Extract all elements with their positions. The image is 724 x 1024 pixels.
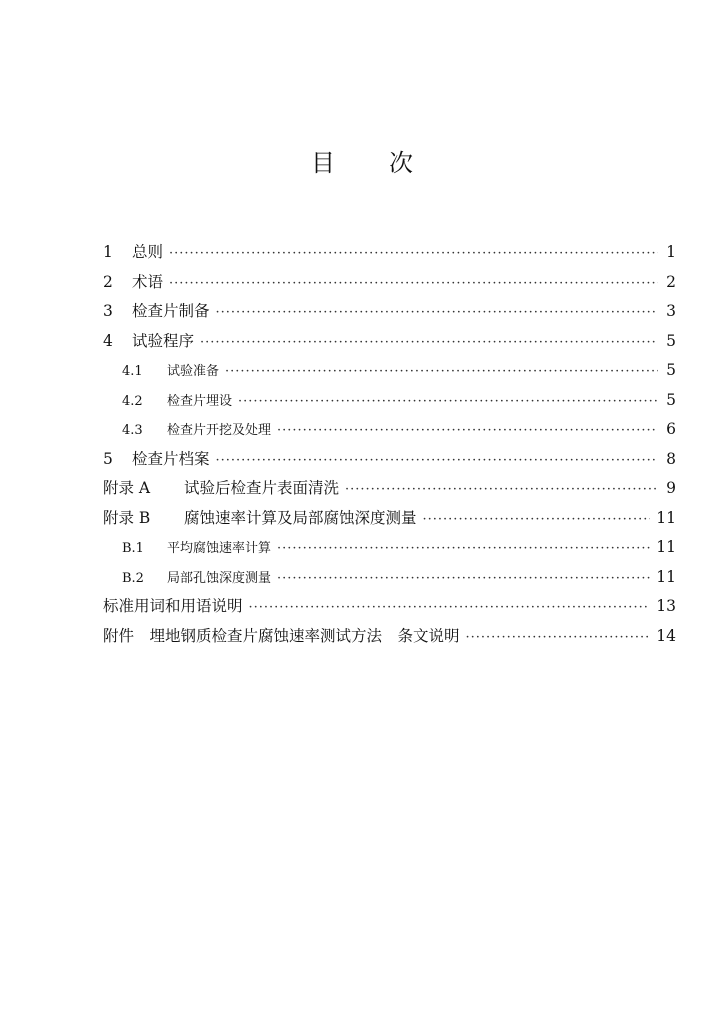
toc-entry-number: 5	[103, 449, 113, 468]
toc-entry[interactable]	[103, 268, 676, 298]
toc-entry-page: 2	[666, 272, 676, 291]
toc-entry-page: 11	[656, 538, 676, 556]
toc-entry-page: 5	[666, 361, 676, 379]
toc-entry-number: 4.1	[122, 364, 143, 379]
toc-entry[interactable]	[103, 445, 676, 475]
toc-entry-number: 2	[103, 272, 113, 291]
toc-entry[interactable]	[103, 592, 676, 622]
toc-entry[interactable]	[103, 386, 676, 416]
toc-dot-leader	[423, 505, 651, 535]
toc-entry-title: 腐蚀速率计算及局部腐蚀深度测量	[184, 508, 417, 527]
toc-entry-title: 检查片埋设	[167, 393, 233, 409]
toc-entry-page: 5	[666, 390, 676, 409]
toc-entry-number: 3	[103, 302, 113, 320]
toc-entry-page: 11	[656, 567, 676, 586]
toc-entry[interactable]	[103, 238, 676, 268]
toc-entry-page: 8	[666, 449, 676, 468]
toc-entry[interactable]	[103, 563, 676, 593]
toc-entry-title: 附件 埋地钢质检查片腐蚀速率测试方法 条文说明	[103, 626, 460, 645]
toc-entry[interactable]	[103, 474, 676, 504]
toc-entry-page: 5	[666, 331, 676, 350]
toc-entry-page: 11	[656, 508, 676, 527]
toc-entry-number: 4.2	[122, 393, 143, 409]
toc-entry-title: 试验程序	[132, 331, 195, 350]
toc-dot-leader	[466, 623, 651, 653]
toc-entry-page: 14	[656, 626, 676, 645]
toc-dot-leader	[277, 534, 650, 564]
toc-entry[interactable]	[103, 415, 676, 445]
toc-entry-number: B.2	[122, 570, 144, 586]
toc-entry-page: 1	[666, 243, 676, 261]
toc-entry-title: 术语	[132, 272, 164, 291]
table-of-contents	[103, 238, 676, 651]
toc-entry[interactable]	[103, 504, 676, 534]
toc-entry-title: 局部孔蚀深度测量	[167, 570, 272, 586]
toc-entry-title: 检查片制备	[132, 302, 210, 320]
toc-entry-title: 平均腐蚀速率计算	[167, 541, 272, 556]
toc-dot-leader	[345, 475, 658, 505]
toc-dot-leader	[200, 328, 658, 358]
toc-dot-leader	[225, 357, 658, 387]
toc-entry[interactable]	[103, 327, 676, 357]
toc-entry-number: 1	[103, 243, 113, 261]
toc-entry-number: 附录 B	[103, 508, 151, 527]
toc-entry[interactable]	[103, 622, 676, 652]
toc-entry-page: 9	[666, 479, 676, 497]
toc-dot-leader	[277, 416, 658, 446]
toc-entry-number: 附录 A	[103, 479, 151, 497]
toc-dot-leader	[216, 298, 658, 328]
toc-dot-leader	[169, 269, 658, 299]
toc-dot-leader	[277, 564, 650, 594]
toc-entry[interactable]	[103, 356, 676, 386]
toc-entry-page: 6	[666, 420, 676, 438]
toc-entry-number: 4	[103, 331, 113, 350]
toc-entry-number: B.1	[122, 541, 144, 556]
toc-dot-leader	[249, 593, 651, 623]
toc-entry-title: 检查片开挖及处理	[167, 423, 272, 438]
toc-dot-leader	[169, 239, 658, 269]
toc-entry-page: 3	[666, 302, 676, 320]
toc-entry[interactable]	[103, 297, 676, 327]
toc-entry[interactable]	[103, 533, 676, 563]
toc-entry-title: 试验后检查片表面清洗	[184, 479, 340, 497]
toc-entry-title: 总则	[132, 243, 164, 261]
toc-title: 目次	[311, 149, 467, 177]
toc-entry-number: 4.3	[122, 423, 143, 438]
toc-dot-leader	[216, 446, 658, 476]
toc-entry-title: 试验准备	[167, 364, 220, 379]
toc-entry-title: 检查片档案	[132, 449, 210, 468]
toc-entry-title: 标准用词和用语说明	[103, 597, 243, 615]
toc-entry-page: 13	[656, 597, 676, 615]
toc-dot-leader	[238, 387, 658, 417]
